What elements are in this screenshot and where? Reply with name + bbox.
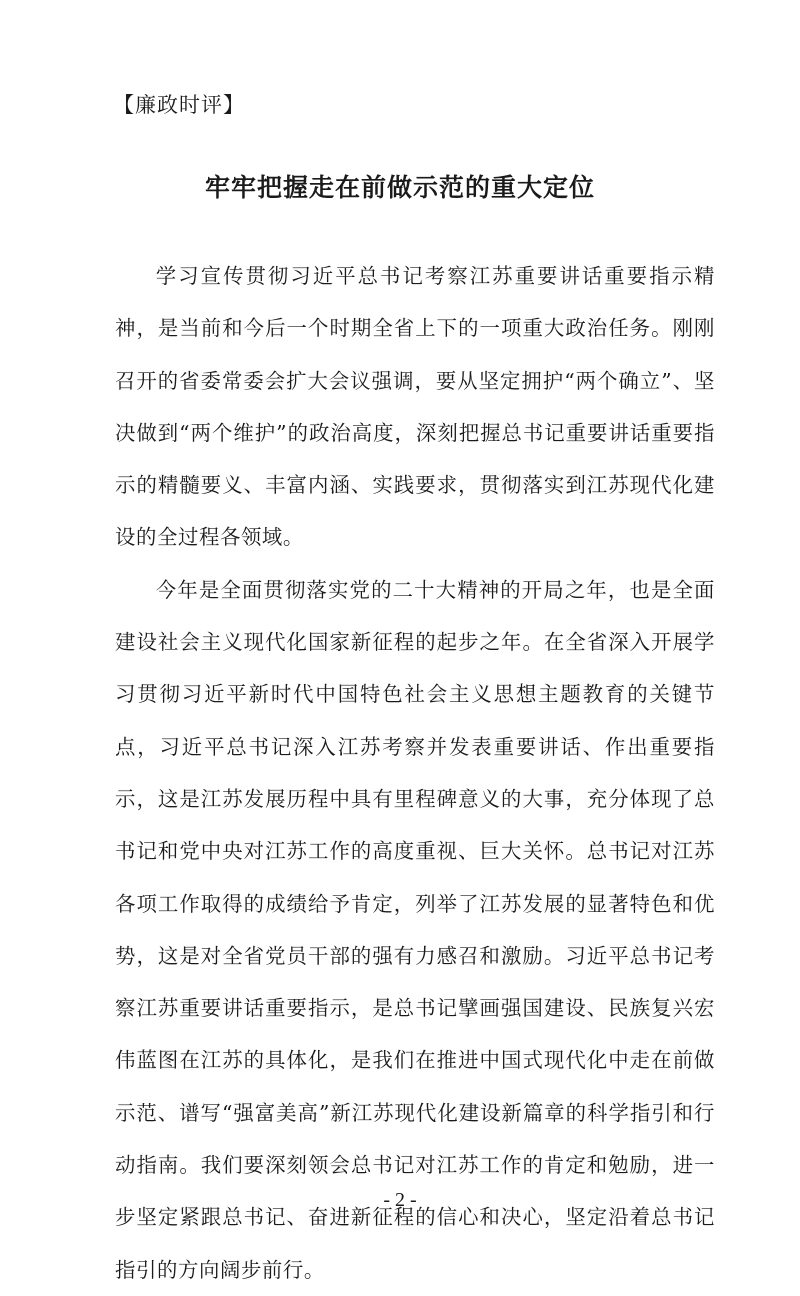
page-number: - 2 - (383, 1189, 417, 1211)
paragraph: 学习宣传贯彻习近平总书记考察江苏重要讲话重要指示精神，是当前和今后一个时期全省上下的一项重大政治任务。刚刚召开的省委常委会扩大会议强调，要从坚定拥护“两个确立”、坚决做到“两个维护”的政治高度，深刻把握总书记重要讲话重要指示的精髓要义、丰富内涵、实践要求，贯彻落实到江苏现代化建设的全过程各领域。 (115, 264, 715, 550)
column-tag: 【廉政时评】 (113, 93, 245, 117)
article-body (115, 250, 715, 1296)
paragraph: 今年是全面贯彻落实党的二十大精神的开局之年，也是全面建设社会主义现代化国家新征程的起步之年。在全省深入开展学习贯彻习近平新时代中国特色社会主义思想主题教育的关键节点，习近平总书记深入江苏考察并发表重要讲话、作出重要指示，这是江苏发展历程中具有里程碑意义的大事，充分体现了总书记和党中央对江苏工作的高度重视、巨大关怀。总书记对江苏各项工作取得的成绩给予肯定，列举了江苏发展的显著特色和优势，这是对全省党员干部的强有力感召和激励。习近平总书记考察江苏重要讲话重要指示，是总书记擘画强国建设、民族复兴宏伟蓝图在江苏的具体化，是我们在推进中国式现代化中走在前做示范、谱写“强富美高”新江苏现代化建设新篇章的科学指引和行动指南。我们要深刻领会总书记对江苏工作的肯定和勉励，进一步坚定紧跟总书记、奋进新征程的信心和决心，坚定沿着总书记指引的方向阔步前行。 (115, 577, 715, 1282)
article-title: 牢牢把握走在前做示范的重大定位 (204, 173, 595, 202)
